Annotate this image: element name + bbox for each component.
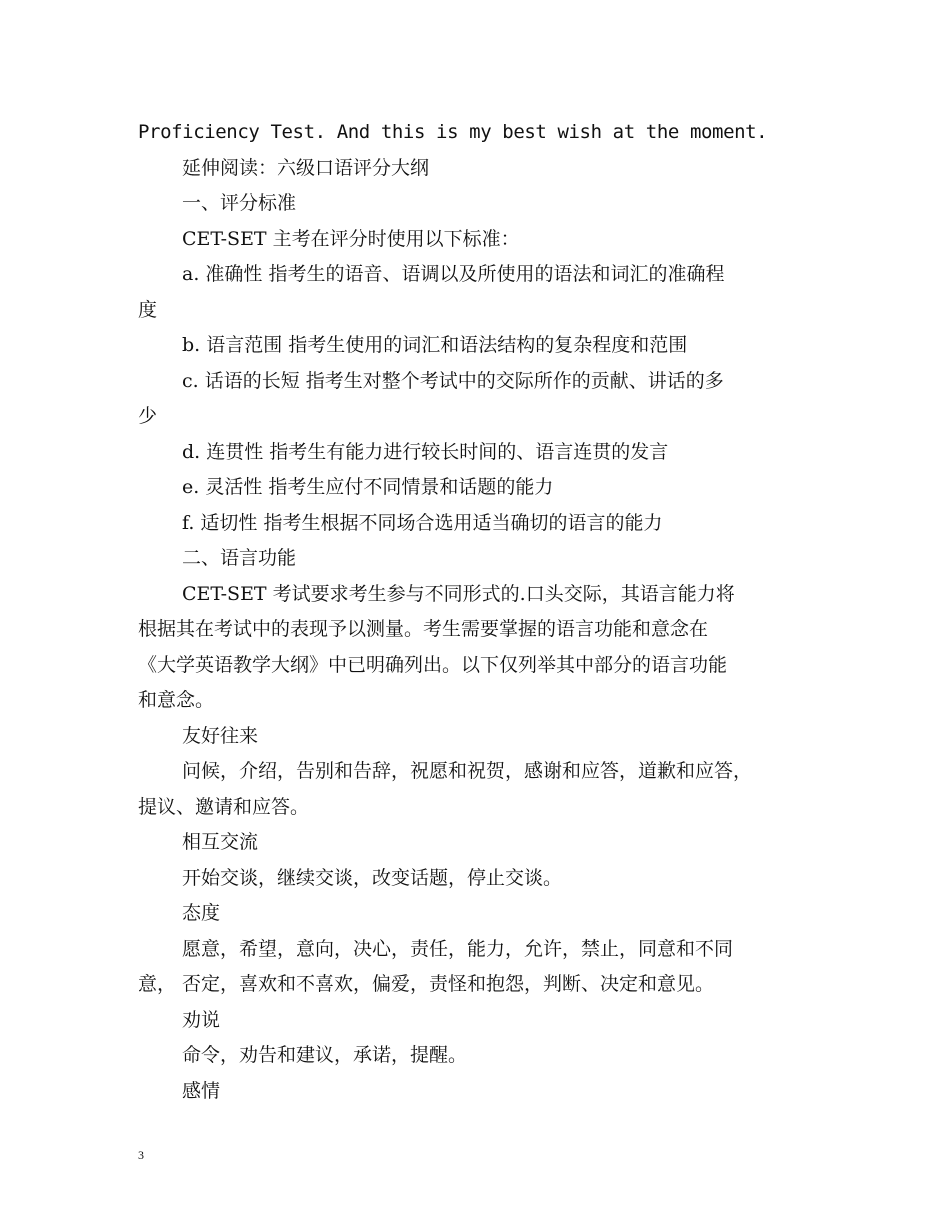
text-line: 愿意，希望，意向，决心，责任，能力，允许，禁止，同意和不同: [182, 937, 734, 960]
text-line: Proficiency Test. And this is my best wish at the moment.: [138, 121, 768, 143]
section-heading: 一、评分标准: [182, 192, 297, 214]
criterion-item: b. 语言范围 指考生使用的词汇和语法结构的复杂程度和范围: [182, 334, 688, 356]
subheading: 感情: [182, 1079, 221, 1102]
text-line: 《大学英语教学大纲》中已明确列出。以下仅列举其中部分的语言功能: [138, 653, 728, 676]
subheading: 态度: [182, 902, 221, 924]
criterion-item: e. 灵活性 指考生应付不同情景和话题的能力: [182, 476, 554, 498]
text-line: 开始交谈，继续交谈，改变话题，停止交谈。: [182, 866, 563, 889]
subheading: 劝说: [182, 1008, 221, 1031]
subheading: 友好往来: [182, 724, 259, 747]
text-line: 根据其在考试中的表现予以测量。考生需要掌握的语言功能和意念在: [138, 618, 709, 640]
text-line: 意， 否定，喜欢和不喜欢，偏爱，责怪和抱怨，判断、决定和意见。: [138, 973, 715, 995]
section-heading: 二、语言功能: [182, 547, 297, 569]
text-line: CET-SET 考试要求考生参与不同形式的.口头交际，其语言能力将: [182, 582, 735, 605]
page-number: 3: [138, 1148, 144, 1162]
text-line: 少: [138, 405, 158, 427]
document-body: [138, 115, 818, 1109]
criterion-item: d. 连贯性 指考生有能力进行较长时间的、语言连贯的发言: [182, 440, 669, 463]
criterion-item: a. 准确性 指考生的语音、语调以及所使用的语法和词汇的准确程: [182, 263, 725, 285]
text-line: 度: [138, 298, 158, 321]
text-line: CET-SET 主考在评分时使用以下标准：: [182, 227, 520, 250]
text-line: 和意念。: [138, 689, 215, 711]
text-line: 延伸阅读：六级口语评分大纲: [182, 156, 430, 179]
criterion-item: f. 适切性 指考生根据不同场合选用适当确切的语言的能力: [182, 511, 663, 534]
criterion-item: c. 话语的长短 指考生对整个考试中的交际所作的贡献、讲话的多: [182, 369, 724, 392]
text-line: 命令，劝告和建议，承诺，提醒。: [182, 1044, 468, 1066]
text-line: 问候，介绍，告别和告辞，祝愿和祝贺，感谢和应答，道歉和应答，: [182, 760, 753, 782]
text-line: 提议、邀请和应答。: [138, 795, 310, 818]
subheading: 相互交流: [182, 831, 259, 853]
